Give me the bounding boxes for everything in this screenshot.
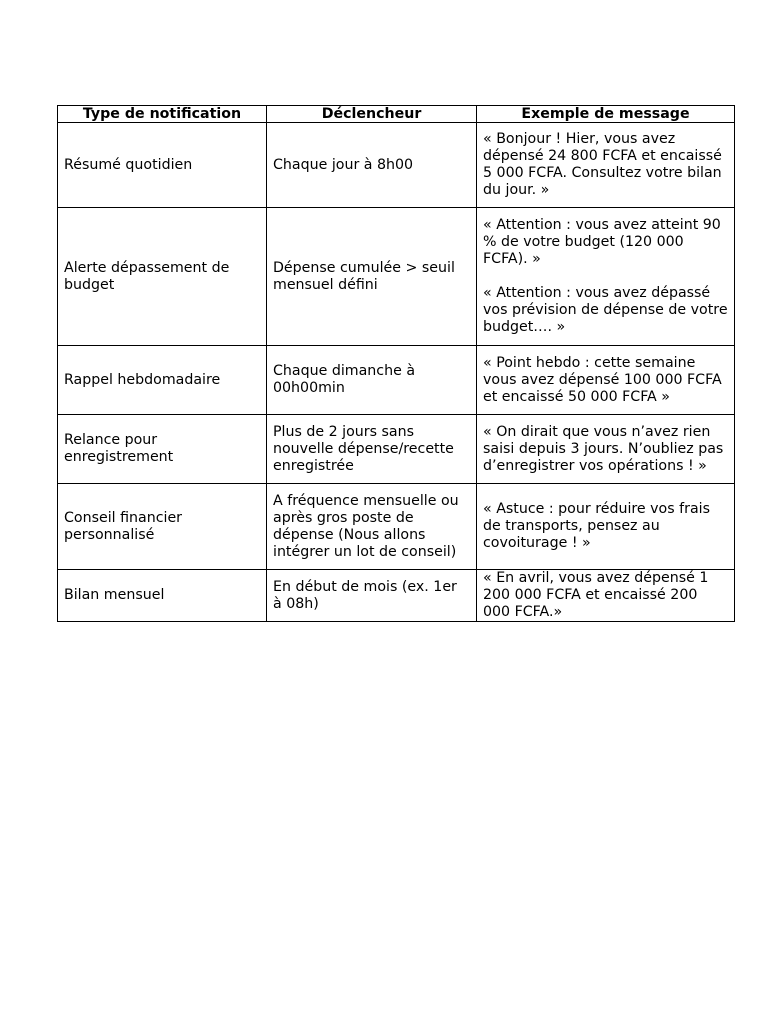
example-message: « Attention : vous avez atteint 90 % de votre budget (120 000 FCFA). »: [483, 217, 721, 267]
cell-trigger: Chaque dimanche à 00h00min: [267, 346, 477, 415]
cell-trigger: A fréquence mensuelle ou après gros poste de dépense (Nous allons intégrer un lot de conseil): [267, 484, 477, 570]
table-header-row: [58, 106, 735, 123]
table-row: [58, 123, 735, 208]
table-row: [58, 415, 735, 484]
cell-type: Bilan mensuel: [58, 570, 267, 622]
cell-example: [477, 208, 735, 346]
cell-trigger: Plus de 2 jours sans nouvelle dépense/recette enregistrée: [267, 415, 477, 484]
cell-type: Relance pour enregistrement: [58, 415, 267, 484]
cell-example: [477, 415, 735, 484]
cell-type: Alerte dépassement de budget: [58, 208, 267, 346]
cell-example: [477, 570, 735, 622]
cell-example: [477, 123, 735, 208]
example-message: « On dirait que vous n’avez rien saisi depuis 3 jours. N’oubliez pas d’enregistrer vos opérations ! »: [483, 423, 724, 474]
table-row: [58, 484, 735, 570]
cell-trigger: En début de mois (ex. 1er à 08h): [267, 570, 477, 622]
header-example: Exemple de message: [477, 106, 735, 123]
table-row: [58, 208, 735, 346]
example-message: « En avril, vous avez dépensé 1 200 000 FCFA et encaissé 200 000 FCFA.»: [483, 570, 709, 620]
example-message: « Bonjour ! Hier, vous avez dépensé 24 800 FCFA et encaissé 5 000 FCFA. Consultez votre bilan du jour. »: [483, 131, 722, 198]
example-message: « Astuce : pour réduire vos frais de transports, pensez au covoiturage ! »: [483, 501, 710, 551]
cell-example: [477, 346, 735, 415]
example-message: « Point hebdo : cette semaine vous avez dépensé 100 000 FCFA et encaissé 50 000 FCFA »: [483, 354, 722, 405]
cell-example: [477, 484, 735, 570]
header-trigger: Déclencheur: [267, 106, 477, 123]
notification-table: [57, 105, 735, 622]
table-row: [58, 346, 735, 415]
cell-trigger: Dépense cumulée > seuil mensuel défini: [267, 208, 477, 346]
example-message: « Attention : vous avez dépassé vos prévision de dépense de votre budget…. »: [483, 285, 728, 335]
cell-trigger: Chaque jour à 8h00: [267, 123, 477, 208]
header-type: Type de notification: [58, 106, 267, 123]
paragraph-gap: [483, 268, 728, 285]
table-row: [58, 570, 735, 622]
cell-type: Résumé quotidien: [58, 123, 267, 208]
cell-type: Conseil financier personnalisé: [58, 484, 267, 570]
cell-type: Rappel hebdomadaire: [58, 346, 267, 415]
